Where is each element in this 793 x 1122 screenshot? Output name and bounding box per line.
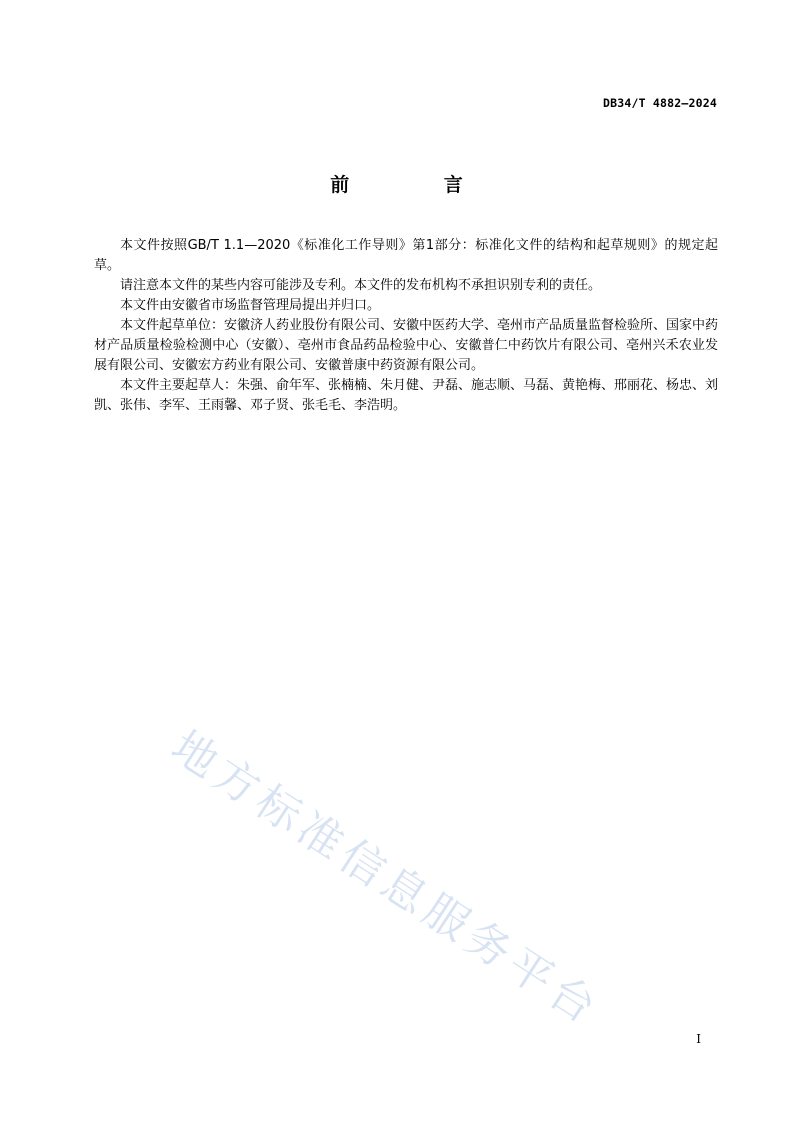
document-code: DB34/T 4882—2024 (603, 96, 717, 110)
paragraph-patent-notice: 请注意本文件的某些内容可能涉及专利。本文件的发布机构不承担识别专利的责任。 (120, 278, 602, 293)
page-title: 前 言 (330, 174, 507, 196)
paragraph-drafting-rules: 本文件按照GB/T 1.1—2020《标准化工作导则》第1部分：标准化文件的结构和起草规则》的规定起草。 (94, 238, 718, 273)
paragraph-drafters: 本文件主要起草人：朱强、俞年军、张楠楠、朱月健、尹磊、施志顺、马磊、黄艳梅、邢丽花、杨忠、刘凯、张伟、李军、王雨馨、邓子贤、张毛毛、李浩明。 (94, 378, 719, 413)
foreword-body (94, 236, 718, 416)
watermark-text: 地方标准信息服务平台 (162, 721, 610, 1037)
paragraph-drafting-units: 本文件起草单位：安徽济人药业股份有限公司、安徽中医药大学、亳州市产品质量监督检验所、国家中药材产品质量检验检测中心（安徽）、亳州市食品药品检验中心、安徽普仁中药饮片有限公司、亳州兴禾农业发展有限公司、安徽宏方药业有限公司、安徽普康中药资源有限公司。 (94, 318, 719, 373)
page-number: I (696, 1032, 701, 1046)
paragraph-proposer: 本文件由安徽省市场监督管理局提出并归口。 (120, 298, 381, 313)
